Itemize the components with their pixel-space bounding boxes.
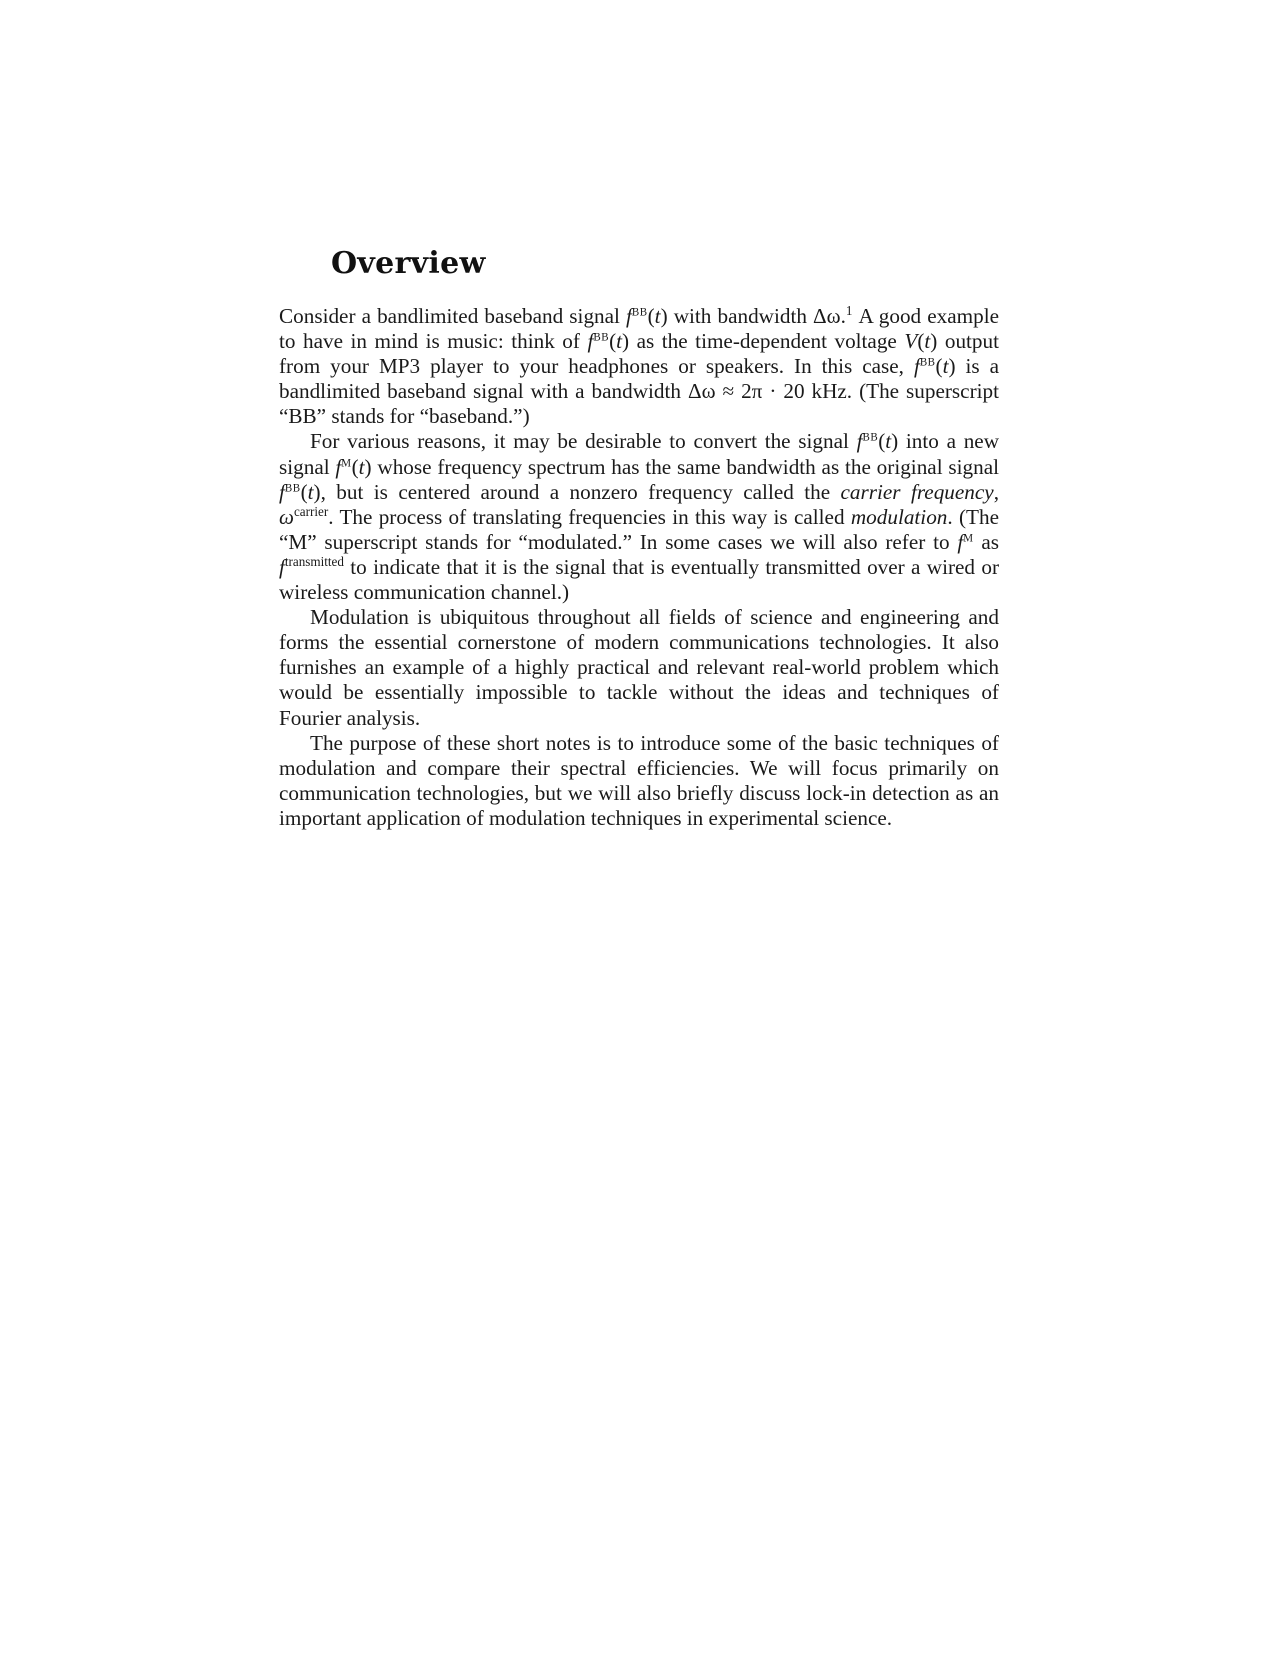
paragraph-2: For various reasons, it may be desirable to convert the signal $f^{BB}(t)$ into a new signal $f^M(t)$ whose frequency spectrum has the same bandwidth as the original signal $f^{BB}(t)$, but is centered around a nonzero frequency called the carrier frequency, $\omega^{carrier}$. The process of translating frequencies in this way is called modulation. (The “M” superscript stands for “modulated.” In some cases we will also refer to $f^M$ as $f^{transmitted}$ to indicate that it is the signal that is eventually transmitted over a wired or wireless communication channel.) bbox=[279, 429, 999, 605]
term-modulation: modulation bbox=[850, 504, 948, 529]
body-text bbox=[279, 304, 999, 831]
section-heading: Overview bbox=[331, 246, 486, 281]
term-carrier-frequency: carrier frequency bbox=[840, 479, 994, 504]
paragraph-3: Modulation is ubiquitous throughout all fields of science and engineering and forms the essential cornerstone of modern communications technologies. It also furnishes an example of a highly practical and relevant real-world problem which would be essentially impossible to tackle without the ideas and techniques of Fourier analysis. bbox=[279, 605, 999, 730]
footnote-marker[interactable]: 1 bbox=[845, 302, 853, 318]
paragraph-1: Consider a bandlimited baseband signal $f^{BB}(t)$ with bandwidth Δω.$^1$ A good example to have in mind is music: think of $f^{BB}(t)$ as the time-dependent voltage V(t) output from your MP3 player to your headphones or speakers. In this case, $f^{BB}(t)$ is a bandlimited baseband signal with a bandwidth Δω ≈ 2π · 20 kHz. (The superscript “BB” stands for “baseband.”) bbox=[279, 302, 1000, 429]
paragraph-4: The purpose of these short notes is to introduce some of the basic techniques of modulation and compare their spectral efficiencies. We will focus primarily on communication technologies, but we will also briefly discuss lock-in detection as an important application of modulation techniques in experimental science. bbox=[279, 730, 999, 830]
